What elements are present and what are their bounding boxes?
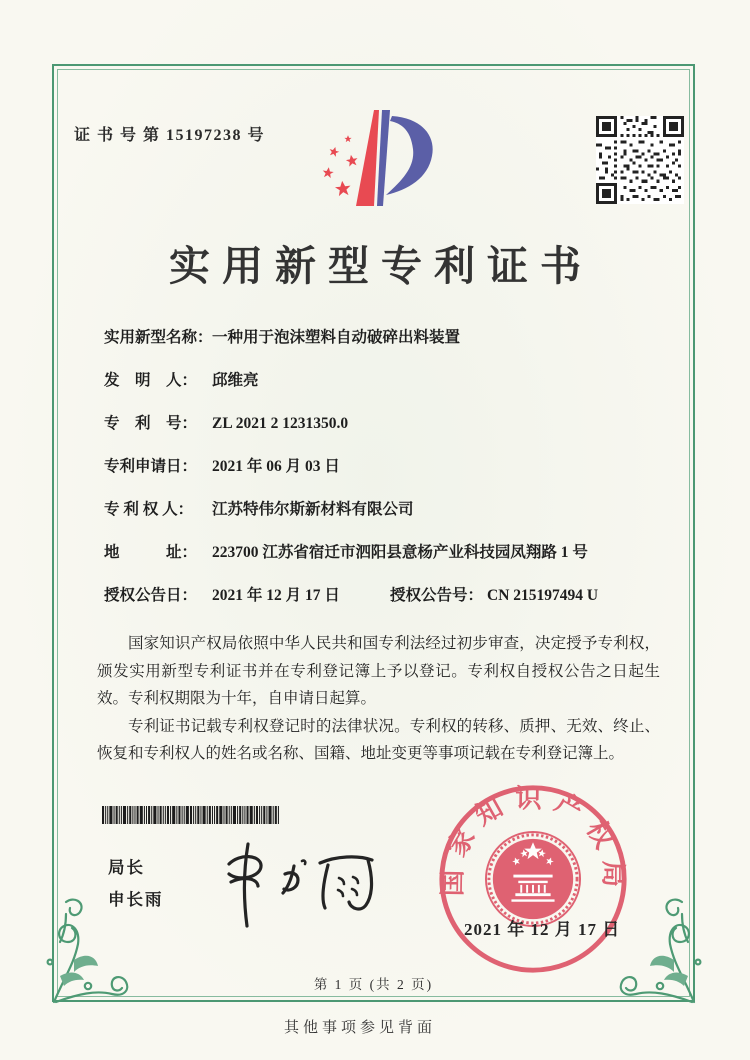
- director-signature: [212, 834, 397, 934]
- field-row-grant: [104, 587, 666, 604]
- body-paragraph-2: 专利证书记载专利权登记时的法律状况。专利权的转移、质押、无效、终止、恢复和专利权人的姓名或名称、国籍、地址变更等事项记载在专利登记簿上。: [97, 717, 660, 763]
- field-row-patent-no: [104, 415, 666, 432]
- field-row-name: [104, 329, 666, 346]
- field-label-filing-date: 专利申请日：: [104, 458, 198, 475]
- body-paragraph-1: 国家知识产权局依照中华人民共和国专利法经过初步审查，决定授予专利权，颁发实用新型专利证书并在专利登记簿上予以登记。专利权自授权公告之日起生效。专利权期限为十年，自申请日起算。: [97, 635, 660, 708]
- field-value-patent-no: ZL 2021 2 1231350.0: [212, 415, 349, 432]
- field-label-grant-no: 授权公告号：: [390, 587, 484, 604]
- field-label-patentee: 专 利 权 人：: [104, 501, 194, 518]
- field-value-address: 223700 江苏省宿迁市泗阳县意杨产业科技园凤翔路 1 号: [212, 544, 588, 561]
- field-value-inventor: 邱维亮: [212, 372, 259, 389]
- seal-date: 2021 年 12 月 17 日: [464, 920, 621, 939]
- barcode: [102, 806, 280, 824]
- field-value-filing-date: 2021 年 06 月 03 日: [212, 458, 340, 475]
- back-note: 其他事项参见背面: [283, 1020, 436, 1036]
- seal-ring-text: 国家知识产权局: [437, 783, 629, 898]
- fields-section: [104, 329, 666, 630]
- corner-flourish-bottom-right: [610, 898, 722, 1010]
- field-label-inventor: 发 明 人：: [104, 372, 198, 389]
- field-row-inventor: [104, 372, 666, 389]
- field-row-patentee: [104, 501, 666, 518]
- field-label-address: 地 址：: [104, 544, 198, 561]
- official-seal: [435, 781, 631, 977]
- certificate-title: 实用新型专利证书: [169, 243, 593, 289]
- body-text: [97, 630, 660, 768]
- field-value-patentee: 江苏特伟尔斯新材料有限公司: [212, 501, 414, 518]
- page-info: 第 1 页 (共 2 页): [313, 977, 434, 992]
- national-emblem-icon: [486, 832, 580, 926]
- field-value-grant-date: 2021 年 12 月 17 日: [212, 587, 340, 604]
- field-row-filing-date: [104, 458, 666, 475]
- field-label-grant-date: 授权公告日：: [104, 587, 198, 604]
- director-title: 局长: [108, 858, 145, 877]
- cnipa-logo-icon: [316, 98, 448, 218]
- director-name: 申长雨: [108, 890, 164, 909]
- field-label-patent-no: 专 利 号：: [104, 415, 198, 432]
- field-label-name: 实用新型名称：: [104, 329, 213, 346]
- field-value-name: 一种用于泡沫塑料自动破碎出料装置: [212, 329, 461, 346]
- field-row-address: [104, 544, 666, 561]
- qr-code: [596, 116, 684, 204]
- certificate-number: 证 书 号 第 15197238 号: [74, 127, 266, 144]
- field-value-grant-no: CN 215197494 U: [487, 587, 599, 604]
- corner-flourish-bottom-left: [26, 898, 138, 1010]
